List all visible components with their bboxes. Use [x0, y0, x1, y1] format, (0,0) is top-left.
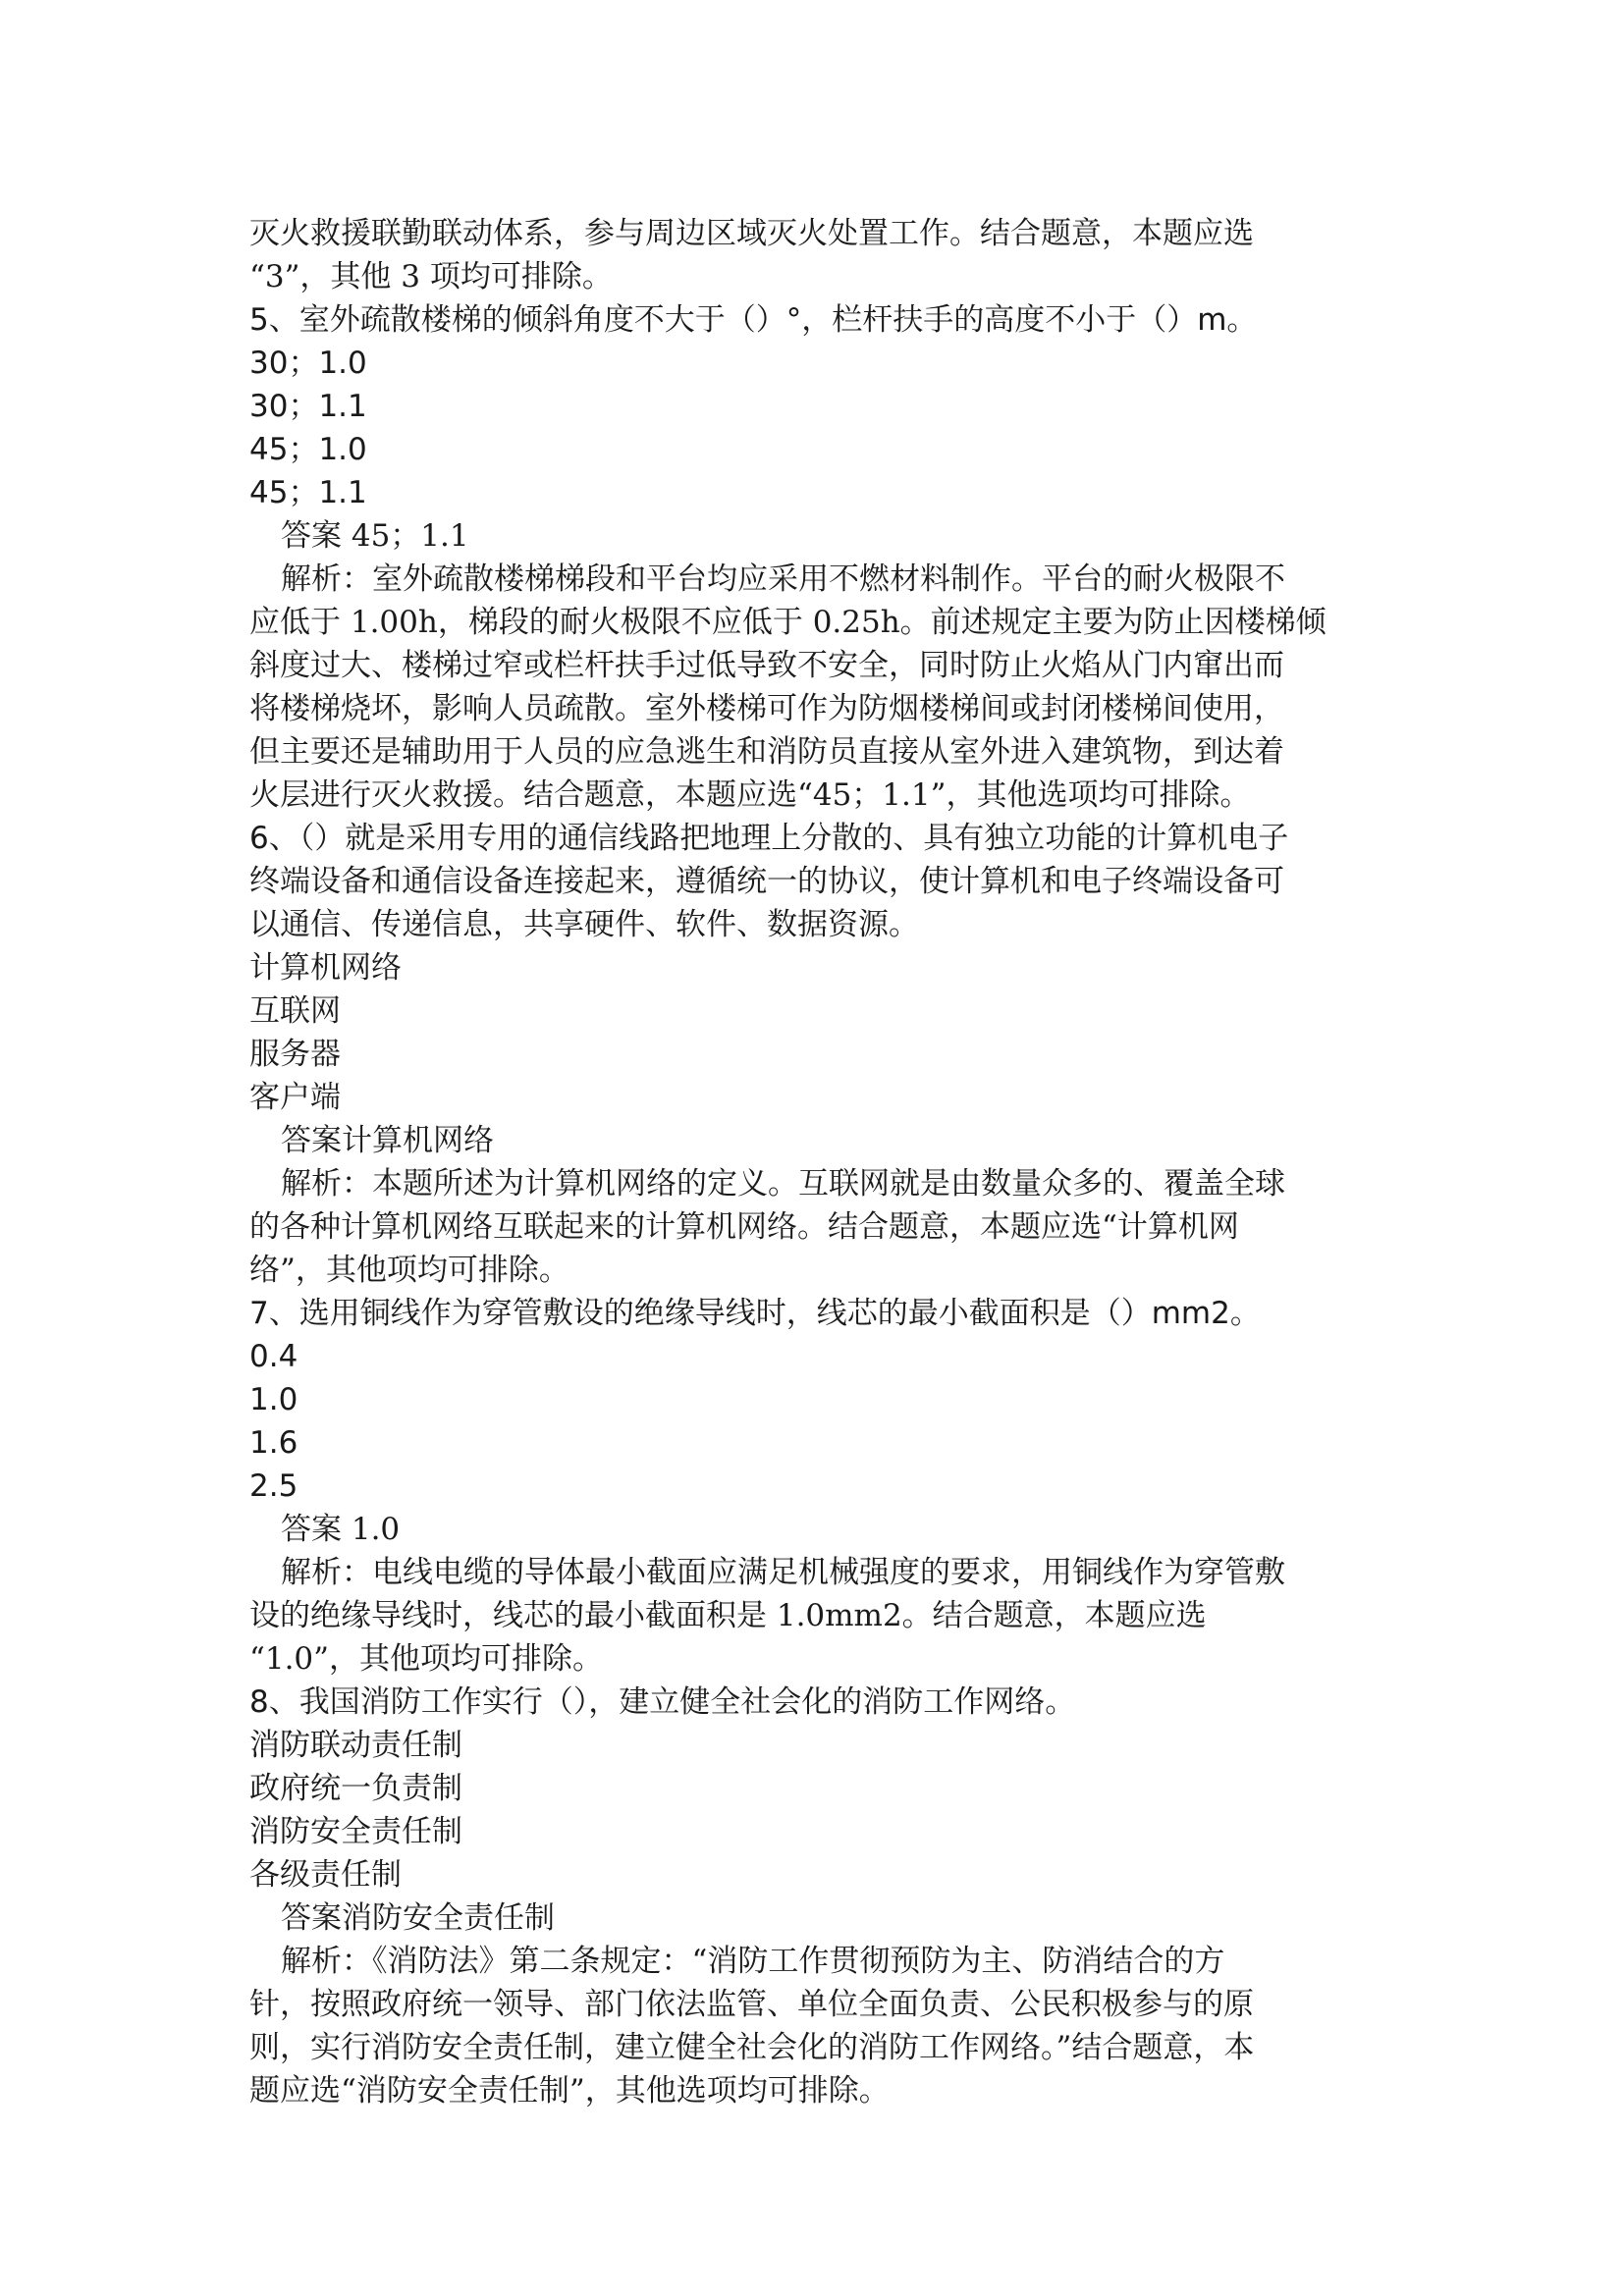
- question-line: 以通信、传递信息，共享硬件、软件、数据资源。: [249, 907, 919, 942]
- text-line: 的各种计算机网络互联起来的计算机网络。结合题意，本题应选“计算机网: [249, 1209, 1239, 1245]
- text-line: 斜度过大、楼梯过窄或栏杆扶手过低导致不安全，同时防止火焰从门内窜出而: [249, 648, 1284, 683]
- option-line: 45；1.1: [249, 475, 367, 510]
- text-line: “3”，其他 3 项均可排除。: [249, 259, 613, 294]
- option-line: 30；1.1: [249, 389, 367, 424]
- option-line: 45；1.0: [249, 432, 367, 467]
- option-line: 服务器: [249, 1037, 341, 1072]
- document-body: [249, 212, 1388, 2112]
- question-line: 8、我国消防工作实行（），建立健全社会化的消防工作网络。: [249, 1684, 1076, 1720]
- option-line: 政府统一负责制: [249, 1771, 462, 1806]
- question-line: 终端设备和通信设备连接起来，遵循统一的协议，使计算机和电子终端设备可: [249, 864, 1284, 899]
- text-line: 络”，其他项均可排除。: [249, 1253, 569, 1288]
- option-line: 互联网: [249, 993, 341, 1029]
- answer-line: 答案 45；1.1: [281, 518, 469, 554]
- text-line: 将楼梯烧坏，影响人员疏散。室外楼梯可作为防烟楼梯间或封闭楼梯间使用，: [249, 691, 1284, 726]
- question-line: 7、选用铜线作为穿管敷设的绝缘导线时，线芯的最小截面积是（）mm2。: [249, 1296, 1261, 1331]
- option-line: 1.6: [249, 1425, 298, 1461]
- text-line: 则，实行消防安全责任制，建立健全社会化的消防工作网络。”结合题意，本: [249, 2030, 1255, 2065]
- answer-line: 解析：本题所述为计算机网络的定义。互联网就是由数量众多的、覆盖全球: [281, 1166, 1285, 1201]
- text-line: 但主要还是辅助用于人员的应急逃生和消防员直接从室外进入建筑物，到达着: [249, 734, 1284, 770]
- text-line: 针，按照政府统一领导、部门依法监管、单位全面负责、公民积极参与的原: [249, 1987, 1254, 2022]
- text-line: 火层进行灭火救援。结合题意，本题应选“45；1.1”，其他选项均可排除。: [249, 777, 1251, 813]
- option-line: 计算机网络: [249, 950, 402, 986]
- question-line: 6、（）就是采用专用的通信线路把地理上分散的、具有独立功能的计算机电子: [249, 821, 1289, 856]
- option-line: 1.0: [249, 1382, 298, 1417]
- text-line: 设的绝缘导线时，线芯的最小截面积是 1.0mm2。结合题意，本题应选: [249, 1598, 1207, 1633]
- option-line: 30；1.0: [249, 346, 367, 381]
- text-line: 灭火救援联勤联动体系，参与周边区域灭火处置工作。结合题意，本题应选: [249, 216, 1254, 251]
- text-line: 应低于 1.00h，梯段的耐火极限不应低于 0.25h。前述规定主要为防止因楼梯倾: [249, 605, 1326, 640]
- question-line: 5、室外疏散楼梯的倾斜角度不大于（）°，栏杆扶手的高度不小于（）m。: [249, 302, 1258, 338]
- text-line: “1.0”，其他项均可排除。: [249, 1641, 603, 1677]
- option-line: 消防安全责任制: [249, 1814, 462, 1849]
- answer-line: 解析：室外疏散楼梯梯段和平台均应采用不燃材料制作。平台的耐火极限不: [281, 561, 1285, 597]
- answer-line: 解析：《消防法》第二条规定：“消防工作贯彻预防为主、防消结合的方: [281, 1944, 1225, 1979]
- option-line: 消防联动责任制: [249, 1728, 462, 1763]
- option-line: 2.5: [249, 1468, 298, 1504]
- option-line: 客户端: [249, 1080, 341, 1115]
- answer-line: 解析：电线电缆的导体最小截面应满足机械强度的要求，用铜线作为穿管敷: [281, 1555, 1285, 1590]
- answer-line: 答案消防安全责任制: [281, 1900, 555, 1936]
- text-line: 题应选“消防安全责任制”，其他选项均可排除。: [249, 2073, 890, 2109]
- answer-line: 答案计算机网络: [281, 1123, 494, 1158]
- option-line: 0.4: [249, 1339, 298, 1374]
- option-line: 各级责任制: [249, 1857, 402, 1893]
- answer-line: 答案 1.0: [281, 1512, 401, 1547]
